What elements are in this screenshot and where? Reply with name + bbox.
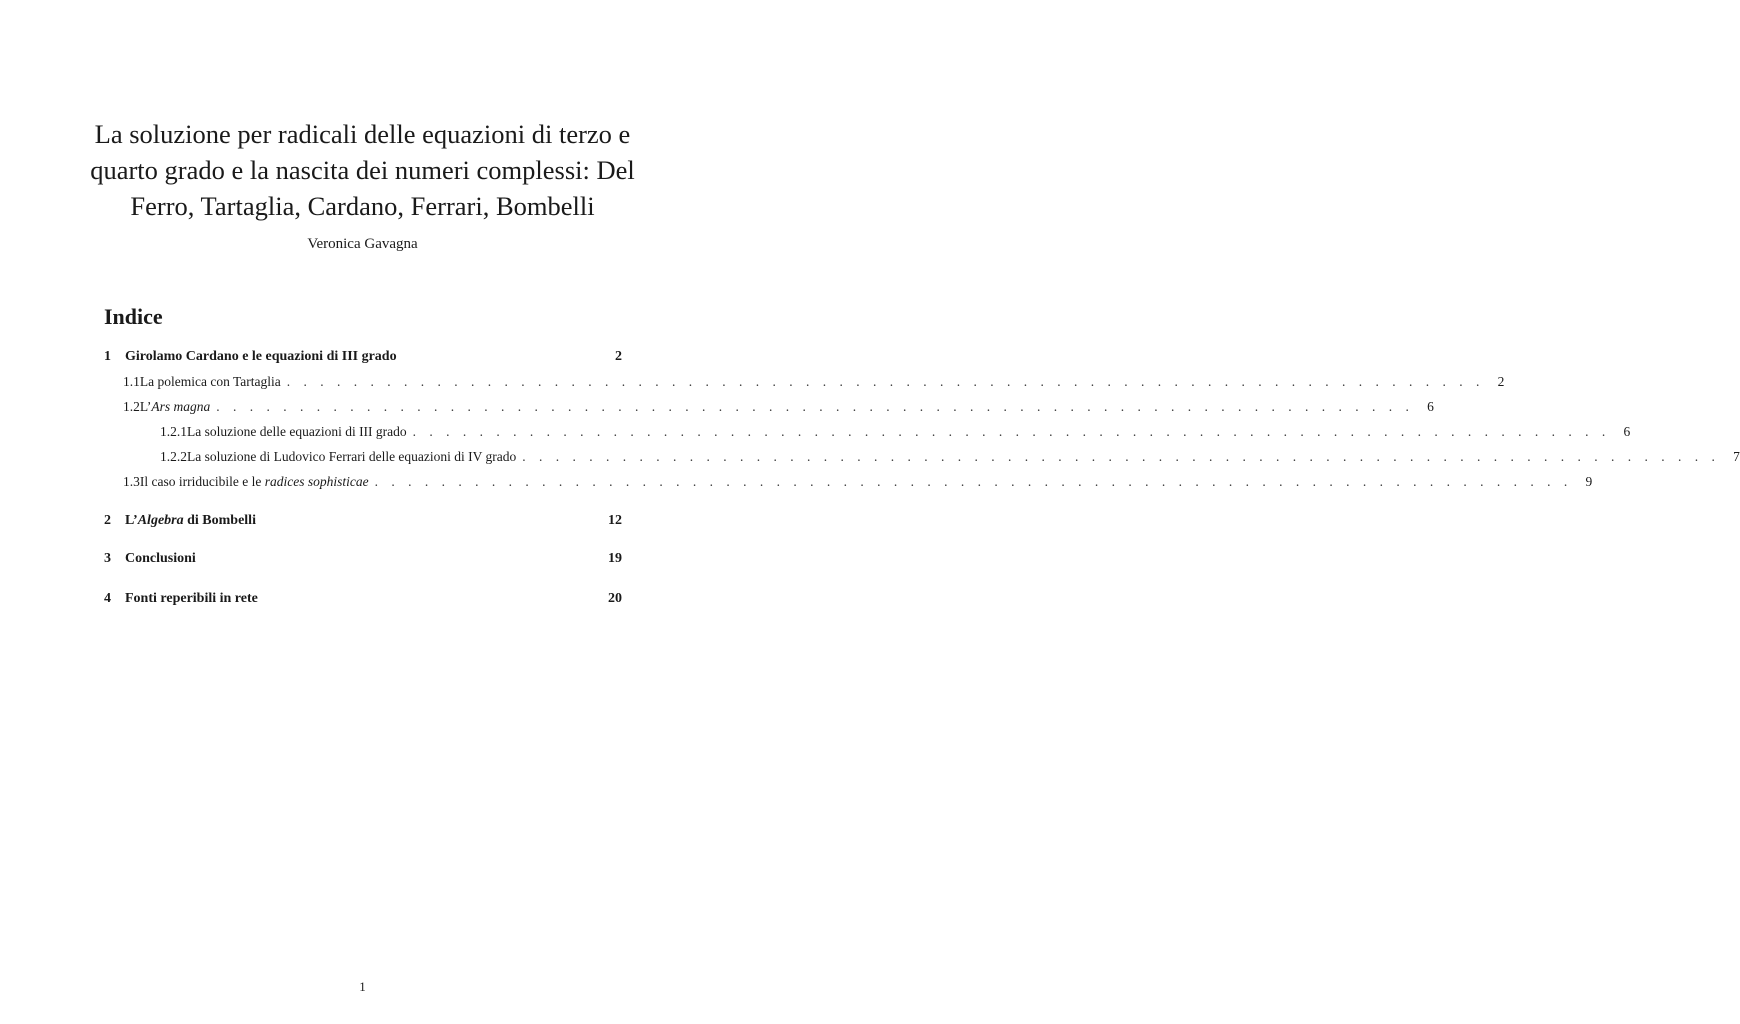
toc-entry-page: 19 (608, 551, 622, 566)
toc-entry-page: 2 (615, 349, 622, 364)
toc-leader-dots: . . . . . . . . . . . . . . . . . . . . . . . . . . . . . . . . . . . . . . . . . . . . . . . . . . . . . . . . . . . . . . . . . . . . . . . . (374, 474, 1573, 489)
toc-entry-1-3[interactable] (104, 474, 1593, 494)
toc-entry-page: 6 (1623, 424, 1631, 439)
toc-entry-page: 9 (1585, 474, 1593, 489)
toc-entry-title: L’Algebra di Bombelli (125, 513, 256, 528)
toc-entry-1-2-1[interactable] (104, 424, 1631, 444)
toc-entry-title: L’Ars magna (139, 399, 211, 414)
toc-entry-page: 20 (608, 591, 622, 606)
toc-entry-page: 7 (1733, 449, 1740, 464)
toc-entry-page: 2 (1497, 374, 1505, 389)
toc-entry-3[interactable] (104, 551, 622, 571)
toc-entry-title: Girolamo Cardano e le equazioni di III grado (125, 349, 397, 364)
author-name: Veronica Gavagna (307, 236, 418, 252)
toc-leader-dots: . . . . . . . . . . . . . . . . . . . . . . . . . . . . . . . . . . . . . . . . . . . . . . . . . . . . . . . . . . . . . . . . . . . . . . . . (412, 424, 1611, 439)
toc-entry-number: 1.2.1 (160, 424, 187, 439)
toc-entry-title: Il caso irriducibile e le radices sophisticae (139, 474, 369, 489)
toc-entry-title: Conclusioni (125, 551, 196, 566)
toc-entry-4[interactable] (104, 591, 622, 611)
toc-entry-page: 12 (608, 513, 622, 528)
toc-entry-page: 6 (1427, 399, 1434, 414)
toc-entry-number: 2 (104, 513, 111, 528)
toc-leader-dots: . . . . . . . . . . . . . . . . . . . . . . . . . . . . . . . . . . . . . . . . . . . . . . . . . . . . . . . . . . . . . . . . . . . . . . . . (286, 374, 1485, 389)
toc-entry-number: 4 (104, 591, 111, 606)
document-title: La soluzione per radicali delle equazioni di terzo e quarto grado e la nascita dei numeri complessi: Del Ferro, Tartaglia, Cardano, Ferrari, Bombelli (90, 119, 635, 221)
table-of-contents (104, 0, 1740, 1024)
toc-entry-number: 1 (104, 349, 111, 364)
toc-entry-title: La soluzione di Ludovico Ferrari delle equazioni di IV grado (187, 449, 517, 464)
page-number: 1 (359, 979, 366, 994)
toc-entry-1[interactable] (104, 349, 622, 369)
toc-entry-title: La polemica con Tartaglia (139, 374, 281, 389)
toc-entry-1-2[interactable] (104, 399, 1434, 419)
toc-entry-1-2-2[interactable] (104, 449, 1740, 469)
toc-entry-number: 1.1 (123, 374, 140, 389)
toc-entry-number: 1.3 (123, 474, 140, 489)
toc-entry-title: La soluzione delle equazioni di III grado (187, 424, 407, 439)
toc-leader-dots: . . . . . . . . . . . . . . . . . . . . . . . . . . . . . . . . . . . . . . . . . . . . . . . . . . . . . . . . . . . . . . . . . . . . . . . . (522, 449, 1720, 464)
toc-entry-1-1[interactable] (104, 374, 1505, 394)
toc-heading: Indice (104, 304, 163, 329)
toc-entry-number: 3 (104, 551, 111, 566)
toc-entry-number: 1.2.2 (160, 449, 187, 464)
toc-leader-dots: . . . . . . . . . . . . . . . . . . . . . . . . . . . . . . . . . . . . . . . . . . . . . . . . . . . . . . . . . . . . . . . . . . . . . . . . (216, 399, 1414, 414)
toc-entry-2[interactable] (104, 513, 622, 533)
toc-entry-title: Fonti reperibili in rete (125, 591, 258, 606)
toc-entry-number: 1.2 (123, 399, 140, 414)
